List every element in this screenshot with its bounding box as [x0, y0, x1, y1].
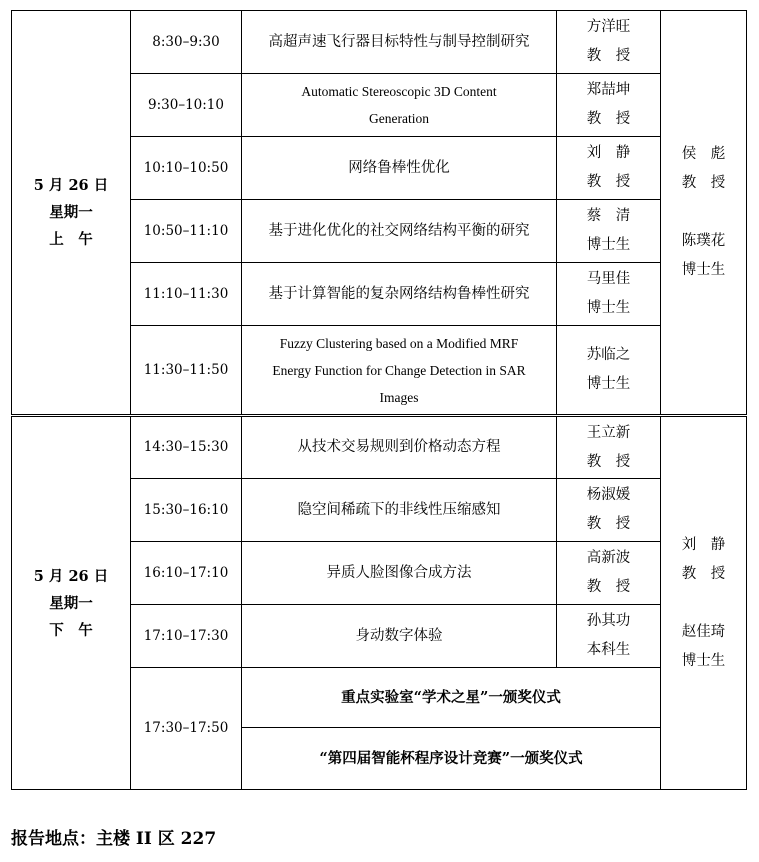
speaker-name: 孙其功 [586, 613, 631, 629]
chair-gap [661, 198, 746, 227]
talk-time: 11:30–11:50 [131, 326, 242, 416]
talk-speaker [557, 605, 661, 668]
talk-title-line: Energy Function for Change Detection in SAR [272, 362, 526, 378]
cochair-role: 博士生 [681, 652, 726, 669]
talk-title [242, 74, 557, 137]
chair-cell-afternoon [661, 416, 747, 790]
talk-time: 8:30–9:30 [131, 11, 242, 74]
talk-speaker [557, 326, 661, 416]
talk-title-line: Generation [369, 111, 429, 126]
speaker-role: 博士生 [586, 300, 631, 316]
talk-title-line: Fuzzy Clustering based on a Modified MRF [279, 335, 519, 351]
cochair-role: 博士生 [681, 262, 726, 278]
speaker-role: 教 授 [586, 579, 631, 595]
speaker-role: 教 授 [586, 453, 631, 470]
talk-speaker [557, 200, 661, 263]
speaker-role: 教 授 [586, 48, 631, 64]
speaker-name: 蔡 清 [586, 208, 631, 224]
talk-speaker [557, 137, 661, 200]
venue-note: 报告地点：主楼 II 区 227 [11, 829, 217, 849]
chair-role: 教 授 [681, 565, 726, 582]
award-time: 17:30–17:50 [131, 668, 242, 790]
session-date: 5 月 26 日 [33, 567, 109, 585]
award-ceremony: 重点实验室“学术之星”一颁奖仪式 [242, 668, 661, 728]
talk-speaker [557, 11, 661, 74]
table-row [12, 11, 747, 74]
talk-time: 15:30–16:10 [131, 479, 242, 542]
talk-title: 网络鲁棒性优化 [242, 137, 557, 200]
cochair-name: 赵佳琦 [681, 623, 726, 640]
chair-gap [661, 589, 746, 618]
speaker-role: 教 授 [586, 516, 631, 532]
chair-name: 刘 静 [681, 536, 726, 553]
talk-title: 从技术交易规则到价格动态方程 [242, 416, 557, 479]
talk-speaker [557, 479, 661, 542]
session-cell-morning [12, 11, 131, 416]
schedule-table [11, 10, 747, 790]
talk-title-line: Automatic Stereoscopic 3D Content [301, 84, 497, 99]
talk-title-line: Images [379, 389, 419, 405]
talk-title: 身动数字体验 [242, 605, 557, 668]
session-date: 5 月 26 日 [33, 177, 109, 194]
talk-title: 异质人脸图像合成方法 [242, 542, 557, 605]
speaker-role: 教 授 [586, 111, 631, 127]
speaker-role: 博士生 [586, 376, 631, 392]
speaker-role: 本科生 [586, 642, 631, 658]
speaker-name: 马里佳 [586, 271, 631, 287]
speaker-name: 杨淑媛 [586, 487, 631, 503]
speaker-name: 方洋旺 [586, 19, 631, 35]
speaker-name: 苏临之 [586, 347, 631, 363]
talk-speaker [557, 263, 661, 326]
talk-title: 隐空间稀疏下的非线性压缩感知 [242, 479, 557, 542]
session-weekday: 星期一 [49, 594, 93, 612]
talk-title: 基于进化优化的社交网络结构平衡的研究 [242, 200, 557, 263]
session-weekday: 星期一 [49, 204, 93, 221]
chair-role: 教 授 [681, 175, 726, 191]
talk-time: 11:10–11:30 [131, 263, 242, 326]
talk-time: 16:10–17:10 [131, 542, 242, 605]
session-cell-afternoon [12, 416, 131, 790]
chair-name: 侯 彪 [681, 146, 726, 162]
speaker-name: 王立新 [586, 424, 631, 441]
talk-time: 14:30–15:30 [131, 416, 242, 479]
speaker-name: 高新波 [586, 550, 631, 566]
talk-time: 10:50–11:10 [131, 200, 242, 263]
talk-time: 9:30–10:10 [131, 74, 242, 137]
talk-speaker [557, 542, 661, 605]
speaker-name: 郑喆坤 [586, 82, 631, 98]
session-period: 上 午 [49, 231, 93, 248]
table-row [12, 416, 747, 479]
speaker-role: 教 授 [586, 174, 631, 190]
speaker-name: 刘 静 [586, 145, 631, 161]
cochair-name: 陈璞花 [681, 233, 726, 249]
talk-speaker [557, 74, 661, 137]
talk-title [242, 326, 557, 416]
chair-cell-morning [661, 11, 747, 416]
talk-title: 基于计算智能的复杂网络结构鲁棒性研究 [242, 263, 557, 326]
speaker-role: 博士生 [586, 237, 631, 253]
talk-time: 17:10–17:30 [131, 605, 242, 668]
talk-time: 10:10–10:50 [131, 137, 242, 200]
session-period: 下 午 [49, 621, 93, 639]
talk-title: 高超声速飞行器目标特性与制导控制研究 [242, 11, 557, 74]
award-ceremony: “第四届智能杯程序设计竞赛”一颁奖仪式 [242, 728, 661, 790]
talk-speaker [557, 416, 661, 479]
